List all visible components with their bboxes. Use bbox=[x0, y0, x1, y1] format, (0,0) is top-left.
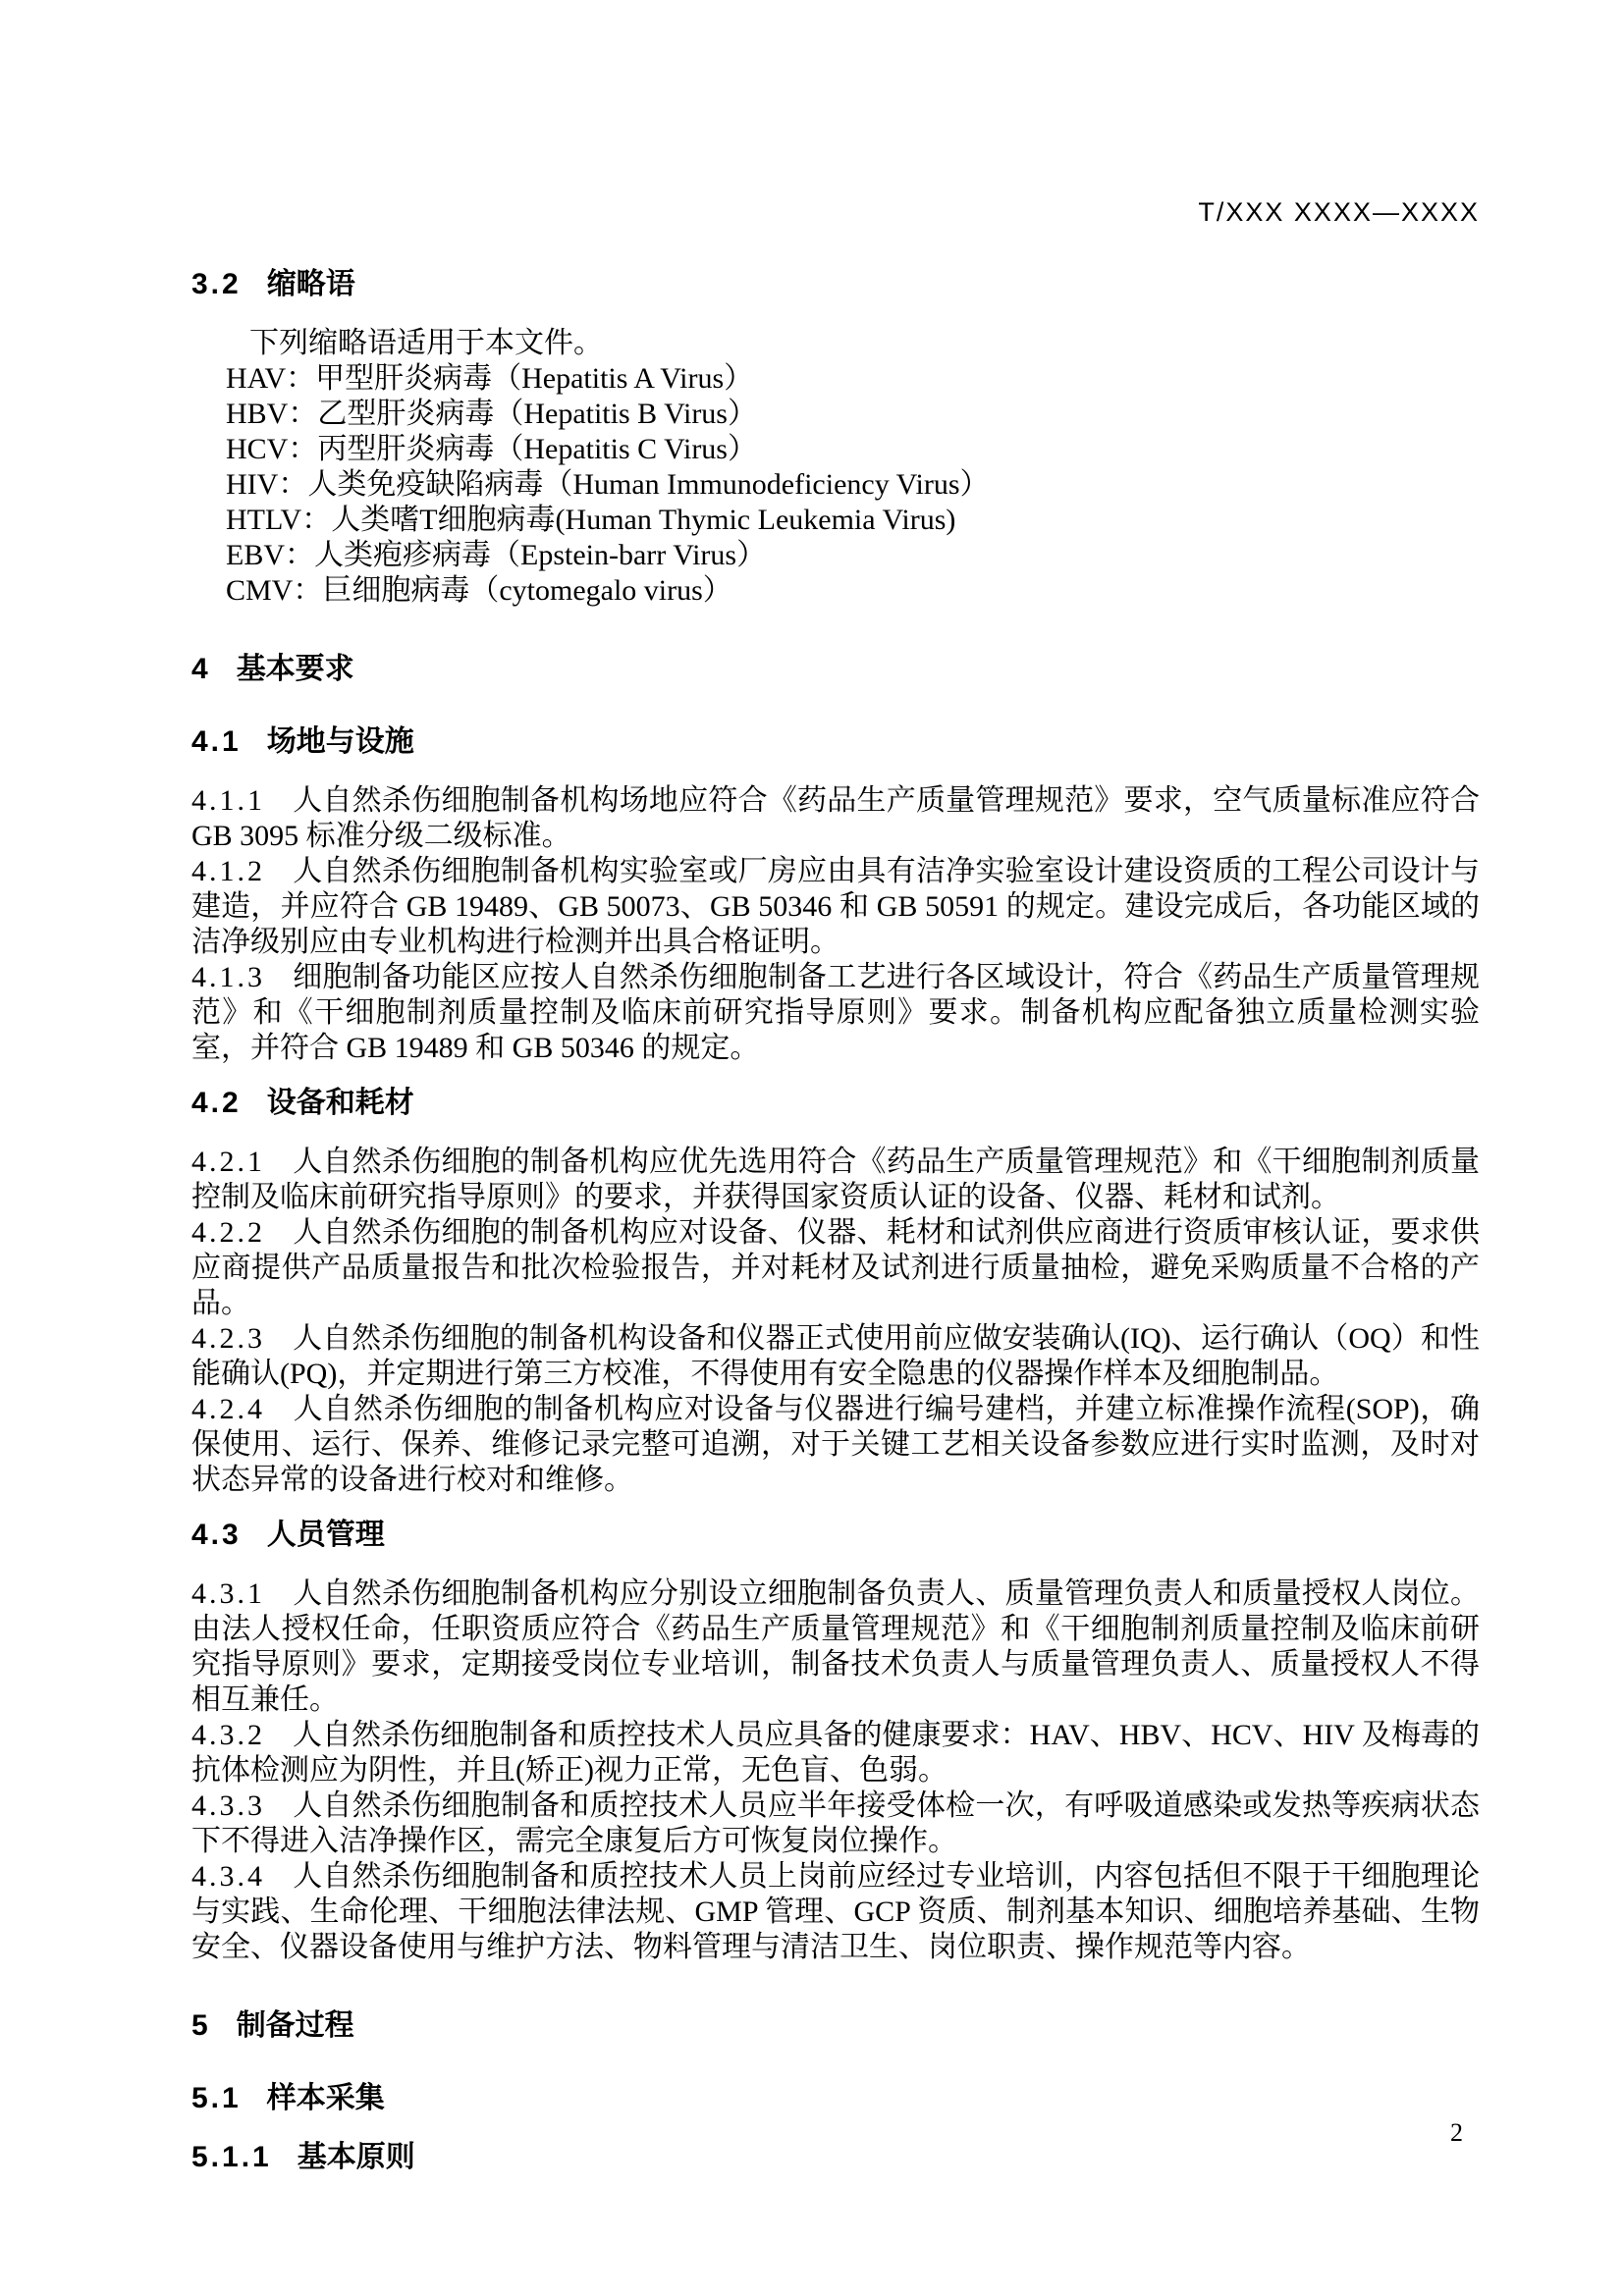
paragraph-4-2-1 bbox=[191, 1145, 1480, 1215]
paragraph-number: 4.3.4 bbox=[191, 1860, 265, 1893]
doc-code-header: T/XXX XXXX—XXXX bbox=[1198, 197, 1480, 227]
paragraph-4-1-2 bbox=[191, 854, 1480, 960]
paragraph-number: 4.1.2 bbox=[191, 855, 265, 887]
paragraph-4-3-3 bbox=[191, 1789, 1480, 1859]
paragraph-text: 人自然杀伤细胞制备机构场地应符合《药品生产质量管理规范》要求，空气质量标准应符合 GB 3095 标准分级二级标准。 bbox=[191, 784, 1480, 852]
paragraph-number: 4.3.3 bbox=[191, 1789, 265, 1822]
paragraph-4-1-3 bbox=[191, 960, 1480, 1066]
chapter-heading-5 bbox=[191, 2008, 1480, 2044]
section-title: 样本采集 bbox=[266, 2082, 385, 2114]
chapter-title: 基本要求 bbox=[236, 653, 354, 685]
abbreviation-item: EBV：人类疱疹病毒（Epstein-barr Virus） bbox=[226, 539, 767, 571]
section-number: 4.2 bbox=[191, 1087, 242, 1119]
paragraph-text: 人自然杀伤细胞制备和质控技术人员应半年接受体检一次，有呼吸道感染或发热等疾病状态下不得进入洁净操作区，需完全康复后方可恢复岗位操作。 bbox=[191, 1789, 1480, 1857]
abbreviation-item: HIV：人类免疫缺陷病毒（Human Immunodeficiency Virus） bbox=[226, 468, 990, 501]
paragraph-4-3-2 bbox=[191, 1718, 1480, 1789]
page-number: 2 bbox=[1450, 2118, 1463, 2147]
section-title: 缩略语 bbox=[266, 268, 355, 300]
section-number: 4.3 bbox=[191, 1519, 242, 1551]
paragraph-text: 人自然杀伤细胞的制备机构应对设备与仪器进行编号建档，并建立标准操作流程(SOP)，确保使用、运行、保养、维修记录完整可追溯，对于关键工艺相关设备参数应进行实时监测，及时对状态异常的设备进行校对和维修。 bbox=[191, 1393, 1480, 1496]
paragraph-text: 细胞制备功能区应按人自然杀伤细胞制备工艺进行各区域设计，符合《药品生产质量管理规范》和《干细胞制剂质量控制及临床前研究指导原则》要求。制备机构应配备独立质量检测实验室，并符合 GB 19489 和 GB 50346 的规定。 bbox=[191, 961, 1480, 1064]
paragraph-text: 人自然杀伤细胞制备机构实验室或厂房应由具有洁净实验室设计建设资质的工程公司设计与建造，并应符合 GB 19489、GB 50073、GB 50346 和 GB 50591 的规定。建设完成后，各功能区域的洁净级别应由专业机构进行检测并出具合格证明。 bbox=[191, 855, 1480, 958]
abbreviation-item: HAV：甲型肝炎病毒（Hepatitis A Virus） bbox=[226, 362, 754, 395]
paragraph-text: 人自然杀伤细胞制备机构应分别设立细胞制备负责人、质量管理负责人和质量授权人岗位。由法人授权任命，任职资质应符合《药品生产质量管理规范》和《干细胞制剂质量控制及临床前研究指导原则》要求，定期接受岗位专业培训，制备技术负责人与质量管理负责人、质量授权人不得相互兼任。 bbox=[191, 1577, 1480, 1716]
paragraph-text: 人自然杀伤细胞的制备机构设备和仪器正式使用前应做安装确认(IQ)、运行确认（OQ）和性能确认(PQ)，并定期进行第三方校准，不得使用有安全隐患的仪器操作样本及细胞制品。 bbox=[191, 1322, 1480, 1390]
paragraph-number: 4.2.4 bbox=[191, 1393, 265, 1425]
section-title: 设备和耗材 bbox=[266, 1087, 414, 1119]
section-title: 场地与设施 bbox=[266, 725, 414, 758]
page-content bbox=[191, 0, 1480, 2175]
section-number: 4.1 bbox=[191, 725, 242, 758]
section-heading-4-2 bbox=[191, 1086, 1480, 1121]
paragraph-4-1-1 bbox=[191, 783, 1480, 854]
subsection-number: 5.1.1 bbox=[191, 2141, 272, 2173]
paragraph-text: 人自然杀伤细胞制备和质控技术人员应具备的健康要求：HAV、HBV、HCV、HIV 及梅毒的抗体检测应为阴性，并且(矫正)视力正常，无色盲、色弱。 bbox=[191, 1719, 1480, 1787]
paragraph-4-2-2 bbox=[191, 1215, 1480, 1321]
paragraph-number: 4.1.1 bbox=[191, 784, 265, 817]
paragraph-number: 4.2.3 bbox=[191, 1322, 265, 1355]
paragraph-4-3-1 bbox=[191, 1576, 1480, 1718]
abbreviation-item: HBV：乙型肝炎病毒（Hepatitis B Virus） bbox=[226, 398, 757, 430]
subsection-title: 基本原则 bbox=[297, 2141, 415, 2173]
paragraph-text: 人自然杀伤细胞的制备机构应对设备、仪器、耗材和试剂供应商进行资质审核认证，要求供应商提供产品质量报告和批次检验报告，并对耗材及试剂进行质量抽检，避免采购质量不合格的产品。 bbox=[191, 1216, 1480, 1319]
chapter-title: 制备过程 bbox=[236, 2009, 354, 2042]
paragraph-4-2-3 bbox=[191, 1321, 1480, 1392]
paragraph-4-3-4 bbox=[191, 1859, 1480, 1965]
paragraph-number: 4.2.1 bbox=[191, 1146, 265, 1178]
paragraph-text: 人自然杀伤细胞的制备机构应优先选用符合《药品生产质量管理规范》和《干细胞制剂质量控制及临床前研究指导原则》的要求，并获得国家资质认证的设备、仪器、耗材和试剂。 bbox=[191, 1146, 1480, 1213]
chapter-number: 5 bbox=[191, 2009, 211, 2042]
paragraph-4-2-4 bbox=[191, 1392, 1480, 1498]
abbreviation-item: HTLV：人类嗜T细胞病毒(Human Thymic Leukemia Virus) bbox=[226, 504, 956, 536]
paragraph-number: 4.3.2 bbox=[191, 1719, 265, 1751]
paragraph-number: 4.3.1 bbox=[191, 1577, 265, 1610]
section-heading-4-1 bbox=[191, 724, 1480, 760]
section-number: 3.2 bbox=[191, 268, 242, 300]
abbr-intro: 下列缩略语适用于本文件。 bbox=[249, 327, 603, 359]
section-heading-5-1 bbox=[191, 2081, 1480, 2116]
subsection-heading-5-1-1 bbox=[191, 2140, 1480, 2175]
chapter-number: 4 bbox=[191, 653, 211, 685]
paragraph-number: 4.1.3 bbox=[191, 961, 265, 993]
abbreviation-item: CMV：巨细胞病毒（cytomegalo virus） bbox=[226, 574, 732, 607]
paragraph-text: 人自然杀伤细胞制备和质控技术人员上岗前应经过专业培训，内容包括但不限于干细胞理论与实践、生命伦理、干细胞法律法规、GMP 管理、GCP 资质、制剂基本知识、细胞培养基础、生物安全、仪器设备使用与维护方法、物料管理与清洁卫生、岗位职责、操作规范等内容。 bbox=[191, 1860, 1480, 1963]
paragraph-number: 4.2.2 bbox=[191, 1216, 265, 1249]
abbreviation-list bbox=[191, 361, 1480, 609]
abbreviation-item: HCV：丙型肝炎病毒（Hepatitis C Virus） bbox=[226, 433, 757, 465]
section-heading-4-3 bbox=[191, 1518, 1480, 1553]
chapter-heading-4 bbox=[191, 652, 1480, 687]
section-heading-3-2 bbox=[191, 267, 1480, 302]
section-number: 5.1 bbox=[191, 2082, 242, 2114]
section-title: 人员管理 bbox=[266, 1519, 385, 1551]
